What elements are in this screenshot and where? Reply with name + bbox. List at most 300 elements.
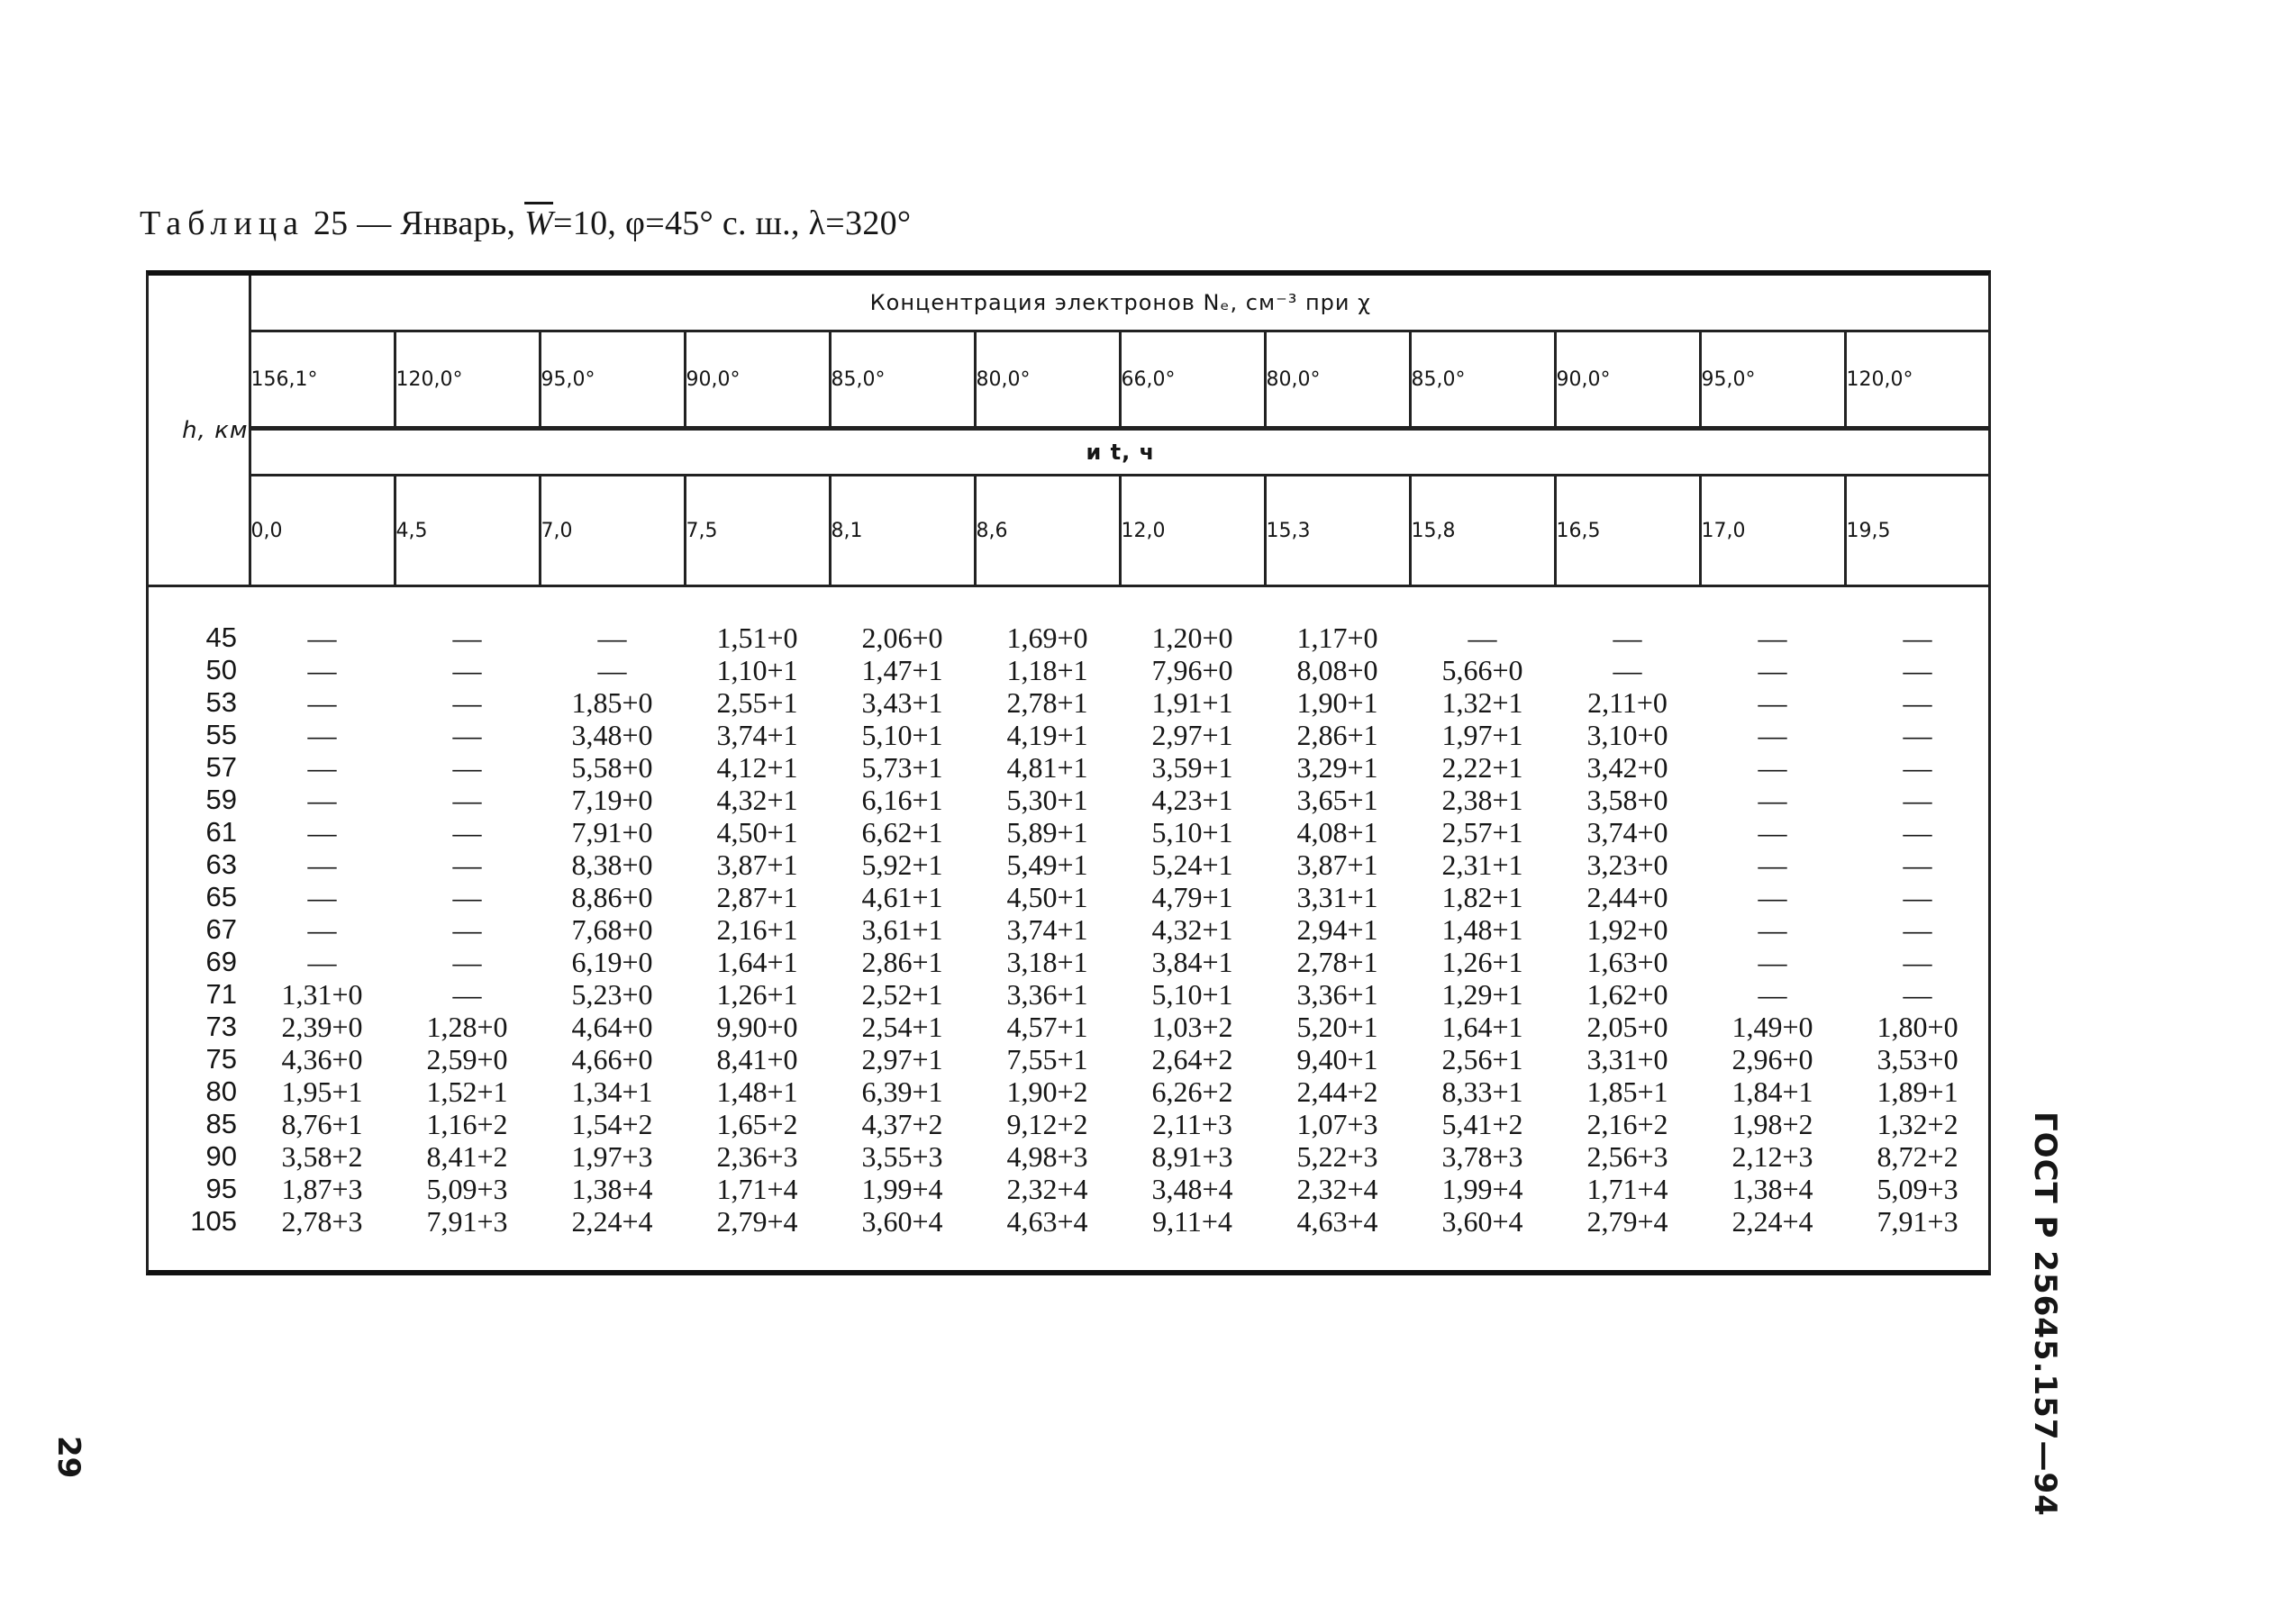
value-cell: 8,08+0	[1296, 654, 1378, 686]
value-cell: 5,30+1	[1006, 784, 1088, 816]
value-cell: 1,18+1	[1006, 654, 1088, 686]
value-cell: 2,36+3	[716, 1140, 798, 1173]
value-cell: 2,12+3	[1731, 1140, 1813, 1173]
value-cell: 1,90+2	[1006, 1075, 1088, 1108]
table-row	[149, 946, 1990, 978]
table-row	[149, 1140, 1990, 1173]
time-header-cell: 12,0	[1120, 476, 1265, 586]
value-cell: —	[597, 654, 627, 686]
value-cell: —	[1903, 881, 1932, 913]
height-cell: 63	[205, 848, 237, 880]
value-cell: 1,10+1	[716, 654, 798, 686]
value-cell: 1,48+1	[716, 1075, 798, 1108]
value-cell: 2,52+1	[861, 978, 943, 1011]
value-cell: 1,31+0	[281, 978, 363, 1011]
concentration-group-header: Концентрация электронов Nₑ, см⁻³ при χ	[250, 276, 1990, 331]
value-cell: 2,97+1	[861, 1043, 943, 1075]
value-cell: 3,55+3	[861, 1140, 943, 1173]
value-cell: 5,10+1	[1151, 816, 1233, 848]
value-cell: 3,84+1	[1151, 946, 1233, 978]
value-cell: 4,81+1	[1006, 751, 1088, 784]
table-row	[149, 913, 1990, 946]
value-cell: 1,65+2	[716, 1108, 798, 1140]
table-row	[149, 686, 1990, 719]
value-cell: 3,23+0	[1586, 848, 1668, 881]
value-cell: 3,74+1	[716, 719, 798, 751]
value-cell: —	[307, 848, 337, 881]
value-cell: 2,32+4	[1296, 1173, 1378, 1205]
value-cell: 4,12+1	[716, 751, 798, 784]
value-cell: 1,51+0	[716, 621, 798, 654]
height-cell: 45	[205, 621, 237, 653]
value-cell: 8,91+3	[1151, 1140, 1233, 1173]
time-header-cell: 19,5	[1845, 476, 1990, 586]
value-cell: 5,24+1	[1151, 848, 1233, 881]
value-cell: —	[1758, 751, 1787, 784]
value-cell: —	[452, 881, 482, 913]
table-row	[149, 1011, 1990, 1043]
value-cell: 1,97+1	[1441, 719, 1523, 751]
value-cell: 5,22+3	[1296, 1140, 1378, 1173]
value-cell: —	[307, 946, 337, 978]
chi-header-cell: 95,0°	[540, 331, 685, 429]
value-cell: —	[1758, 848, 1787, 881]
table-row	[149, 621, 1990, 654]
value-cell: 5,41+2	[1441, 1108, 1523, 1140]
value-cell: 2,11+3	[1152, 1108, 1232, 1140]
value-cell: —	[1758, 946, 1787, 978]
chi-header-cell: 80,0°	[1265, 331, 1410, 429]
value-cell: —	[1758, 978, 1787, 1011]
value-cell: 1,16+2	[426, 1108, 508, 1140]
value-cell: 8,41+0	[716, 1043, 798, 1075]
value-cell: 7,91+3	[1877, 1205, 1958, 1238]
value-cell: 5,92+1	[861, 848, 943, 881]
value-cell: 7,55+1	[1006, 1043, 1088, 1075]
value-cell: 1,47+1	[861, 654, 943, 686]
value-cell: 5,89+1	[1006, 816, 1088, 848]
time-header-cell: 4,5	[395, 476, 540, 586]
value-cell: 2,59+0	[426, 1043, 508, 1075]
value-cell: 1,29+1	[1441, 978, 1523, 1011]
height-cell: 53	[205, 686, 237, 718]
value-cell: 4,50+1	[716, 816, 798, 848]
value-cell: —	[307, 686, 337, 719]
value-cell: 2,31+1	[1441, 848, 1523, 881]
value-cell: 1,52+1	[426, 1075, 508, 1108]
height-cell: 105	[190, 1205, 237, 1237]
value-cell: 4,08+1	[1296, 816, 1378, 848]
value-cell: —	[307, 913, 337, 946]
value-cell: 3,58+0	[1586, 784, 1668, 816]
value-cell: —	[307, 654, 337, 686]
table-row	[149, 719, 1990, 751]
value-cell: 8,41+2	[426, 1140, 508, 1173]
chi-header-cell: 95,0°	[1700, 331, 1845, 429]
value-cell: 4,50+1	[1006, 881, 1088, 913]
value-cell: 1,92+0	[1586, 913, 1668, 946]
table-row	[149, 1075, 1990, 1108]
value-cell: 1,62+0	[1586, 978, 1668, 1011]
value-cell: 2,16+1	[716, 913, 798, 946]
value-cell: 3,53+0	[1877, 1043, 1958, 1075]
value-cell: 1,20+0	[1151, 621, 1233, 654]
value-cell: 1,26+1	[716, 978, 798, 1011]
value-cell: 4,61+1	[861, 881, 943, 913]
value-cell: 7,19+0	[571, 784, 653, 816]
value-cell: 7,91+0	[571, 816, 653, 848]
height-cell: 61	[205, 816, 237, 848]
value-cell: 7,68+0	[571, 913, 653, 946]
value-cell: 3,65+1	[1296, 784, 1378, 816]
value-cell: 5,49+1	[1006, 848, 1088, 881]
caption-conditions: =10, φ=45° с. ш., λ=320°	[553, 204, 912, 242]
value-cell: 3,36+1	[1006, 978, 1088, 1011]
value-cell: 2,11+0	[1587, 686, 1668, 719]
value-cell: 3,18+1	[1006, 946, 1088, 978]
value-cell: 7,91+3	[426, 1205, 508, 1238]
table-row	[149, 978, 1990, 1011]
value-cell: 3,60+4	[1441, 1205, 1523, 1238]
value-cell: 1,80+0	[1877, 1011, 1958, 1043]
value-cell: 2,56+3	[1586, 1140, 1668, 1173]
value-cell: 3,61+1	[861, 913, 943, 946]
value-cell: 1,54+2	[571, 1108, 653, 1140]
chi-header-cell: 120,0°	[395, 331, 540, 429]
value-cell: —	[1903, 978, 1932, 1011]
standard-code-label: ГОСТ Р 25645.157—94	[2027, 1111, 2063, 1517]
value-cell: 6,39+1	[861, 1075, 943, 1108]
caption-number: 25	[313, 204, 349, 242]
value-cell: 2,05+0	[1586, 1011, 1668, 1043]
table-row	[149, 1108, 1990, 1140]
value-cell: —	[452, 816, 482, 848]
chi-header-row	[149, 331, 1990, 429]
height-cell: 90	[205, 1140, 237, 1172]
height-column-header: h, км	[149, 276, 250, 586]
value-cell: 6,26+2	[1151, 1075, 1233, 1108]
value-cell: 3,74+1	[1006, 913, 1088, 946]
value-cell: —	[307, 719, 337, 751]
chi-header-cell: 120,0°	[1845, 331, 1990, 429]
height-cell: 50	[205, 654, 237, 685]
value-cell: 5,09+3	[426, 1173, 508, 1205]
value-cell: 2,64+2	[1151, 1043, 1233, 1075]
value-cell: 1,38+4	[571, 1173, 653, 1205]
value-cell: —	[307, 784, 337, 816]
value-cell: 1,85+0	[571, 686, 653, 719]
value-cell: 5,10+1	[861, 719, 943, 751]
table-row	[149, 784, 1990, 816]
value-cell: 1,64+1	[1441, 1011, 1523, 1043]
value-cell: —	[452, 978, 482, 1011]
value-cell: 1,85+1	[1586, 1075, 1668, 1108]
value-cell: —	[452, 751, 482, 784]
value-cell: 1,28+0	[426, 1011, 508, 1043]
value-cell: 8,72+2	[1877, 1140, 1958, 1173]
value-cell: 2,87+1	[716, 881, 798, 913]
value-cell: 4,64+0	[571, 1011, 653, 1043]
value-cell: 1,71+4	[716, 1173, 798, 1205]
value-cell: 3,58+2	[281, 1140, 363, 1173]
value-cell: 3,78+3	[1441, 1140, 1523, 1173]
value-cell: 6,19+0	[571, 946, 653, 978]
value-cell: 4,79+1	[1151, 881, 1233, 913]
value-cell: 9,90+0	[716, 1011, 798, 1043]
value-cell: 1,64+1	[716, 946, 798, 978]
time-group-header: и t, ч	[250, 429, 1990, 476]
value-cell: 2,56+1	[1441, 1043, 1523, 1075]
value-cell: 2,32+4	[1006, 1173, 1088, 1205]
table-row	[149, 654, 1990, 686]
value-cell: —	[1468, 621, 1497, 654]
table-body	[149, 621, 1990, 1238]
value-cell: 1,63+0	[1586, 946, 1668, 978]
value-cell: —	[1903, 816, 1932, 848]
value-cell: 1,97+3	[571, 1140, 653, 1173]
time-header-cell: 8,6	[975, 476, 1120, 586]
value-cell: 3,60+4	[861, 1205, 943, 1238]
value-cell: 3,87+1	[1296, 848, 1378, 881]
value-cell: —	[307, 816, 337, 848]
height-cell: 85	[205, 1108, 237, 1139]
value-cell: 1,71+4	[1586, 1173, 1668, 1205]
height-cell: 57	[205, 751, 237, 783]
value-cell: 3,59+1	[1151, 751, 1233, 784]
table-row	[149, 1205, 1990, 1238]
value-cell: 3,87+1	[716, 848, 798, 881]
value-cell: 2,44+0	[1586, 881, 1668, 913]
value-cell: 2,54+1	[861, 1011, 943, 1043]
height-cell: 69	[205, 946, 237, 977]
value-cell: —	[1758, 719, 1787, 751]
value-cell: —	[452, 654, 482, 686]
time-header-cell: 7,5	[685, 476, 830, 586]
value-cell: —	[452, 913, 482, 946]
caption-w-symbol: $\overline{W}$	[524, 204, 554, 242]
value-cell: 1,82+1	[1441, 881, 1523, 913]
value-cell: 4,57+1	[1006, 1011, 1088, 1043]
value-cell: 4,98+3	[1006, 1140, 1088, 1173]
value-cell: 1,49+0	[1731, 1011, 1813, 1043]
height-cell: 75	[205, 1043, 237, 1075]
value-cell: 2,97+1	[1151, 719, 1233, 751]
height-cell: 67	[205, 913, 237, 945]
time-header-cell: 8,1	[830, 476, 975, 586]
value-cell: —	[452, 719, 482, 751]
time-header-cell: 17,0	[1700, 476, 1845, 586]
value-cell: —	[1903, 654, 1932, 686]
chi-header-cell: 66,0°	[1120, 331, 1265, 429]
value-cell: 2,55+1	[716, 686, 798, 719]
value-cell: 8,86+0	[571, 881, 653, 913]
value-cell: 4,66+0	[571, 1043, 653, 1075]
value-cell: —	[597, 621, 627, 654]
value-cell: 2,79+4	[716, 1205, 798, 1238]
value-cell: 4,32+1	[716, 784, 798, 816]
value-cell: —	[1613, 621, 1642, 654]
time-header-cell: 15,8	[1410, 476, 1555, 586]
table-row	[149, 751, 1990, 784]
value-cell: 3,48+0	[571, 719, 653, 751]
value-cell: —	[452, 946, 482, 978]
value-cell: 1,32+2	[1877, 1108, 1958, 1140]
value-cell: —	[307, 751, 337, 784]
value-cell: —	[1758, 816, 1787, 848]
value-cell: 5,23+0	[571, 978, 653, 1011]
value-cell: —	[1903, 621, 1932, 654]
value-cell: 2,79+4	[1586, 1205, 1668, 1238]
time-header-cell: 16,5	[1555, 476, 1700, 586]
value-cell: —	[1903, 719, 1932, 751]
value-cell: 1,32+1	[1441, 686, 1523, 719]
value-cell: 8,76+1	[281, 1108, 363, 1140]
value-cell: —	[1758, 654, 1787, 686]
value-cell: —	[452, 621, 482, 654]
chi-header-cell: 90,0°	[1555, 331, 1700, 429]
value-cell: 4,23+1	[1151, 784, 1233, 816]
value-cell: 3,42+0	[1586, 751, 1668, 784]
value-cell: 2,44+2	[1296, 1075, 1378, 1108]
value-cell: 1,91+1	[1151, 686, 1233, 719]
height-cell: 59	[205, 784, 237, 815]
value-cell: 3,10+0	[1586, 719, 1668, 751]
height-cell: 95	[205, 1173, 237, 1204]
chi-header-cell: 156,1°	[250, 331, 395, 429]
time-header-row	[149, 476, 1990, 586]
value-cell: 7,96+0	[1151, 654, 1233, 686]
chi-header-cell: 80,0°	[975, 331, 1120, 429]
value-cell: —	[1903, 913, 1932, 946]
time-header-cell: 7,0	[540, 476, 685, 586]
value-cell: 1,07+3	[1296, 1108, 1378, 1140]
value-cell: 4,32+1	[1151, 913, 1233, 946]
value-cell: 4,63+4	[1006, 1205, 1088, 1238]
value-cell: 2,38+1	[1441, 784, 1523, 816]
value-cell: 2,94+1	[1296, 913, 1378, 946]
value-cell: 1,90+1	[1296, 686, 1378, 719]
value-cell: 2,78+3	[281, 1205, 363, 1238]
page-number: 29	[50, 1436, 86, 1479]
value-cell: 5,20+1	[1296, 1011, 1378, 1043]
value-cell: 8,33+1	[1441, 1075, 1523, 1108]
value-cell: —	[1758, 621, 1787, 654]
value-cell: 5,09+3	[1877, 1173, 1958, 1205]
value-cell: 5,73+1	[861, 751, 943, 784]
value-cell: 2,24+4	[1731, 1205, 1813, 1238]
value-cell: 1,03+2	[1151, 1011, 1233, 1043]
value-cell: 4,37+2	[861, 1108, 943, 1140]
value-cell: 2,96+0	[1731, 1043, 1813, 1075]
value-cell: —	[1903, 784, 1932, 816]
caption-month: — Январь,	[348, 204, 525, 242]
height-cell: 65	[205, 881, 237, 912]
value-cell: 3,36+1	[1296, 978, 1378, 1011]
value-cell: —	[1903, 848, 1932, 881]
chi-header-cell: 85,0°	[1410, 331, 1555, 429]
height-cell: 71	[205, 978, 237, 1010]
value-cell: 2,24+4	[571, 1205, 653, 1238]
table-row	[149, 848, 1990, 881]
value-cell: —	[1758, 784, 1787, 816]
table-row	[149, 881, 1990, 913]
value-cell: 1,98+2	[1731, 1108, 1813, 1140]
value-cell: —	[1903, 751, 1932, 784]
time-header-cell: 15,3	[1265, 476, 1410, 586]
value-cell: —	[307, 881, 337, 913]
value-cell: 5,10+1	[1151, 978, 1233, 1011]
value-cell: 2,78+1	[1296, 946, 1378, 978]
value-cell: —	[452, 848, 482, 881]
electron-density-table	[149, 276, 1990, 1238]
value-cell: 2,16+2	[1586, 1108, 1668, 1140]
value-cell: 2,39+0	[281, 1011, 363, 1043]
caption-prefix: Таблица	[140, 204, 305, 242]
value-cell: 1,95+1	[281, 1075, 363, 1108]
value-cell: 1,38+4	[1731, 1173, 1813, 1205]
value-cell: —	[1613, 654, 1642, 686]
value-cell: 1,99+4	[861, 1173, 943, 1205]
value-cell: 4,36+0	[281, 1043, 363, 1075]
table-caption	[140, 204, 911, 243]
value-cell: 3,29+1	[1296, 751, 1378, 784]
value-cell: 2,22+1	[1441, 751, 1523, 784]
value-cell: —	[1903, 686, 1932, 719]
value-cell: —	[307, 621, 337, 654]
value-cell: 2,86+1	[1296, 719, 1378, 751]
table-row	[149, 816, 1990, 848]
value-cell: 3,31+0	[1586, 1043, 1668, 1075]
value-cell: 8,38+0	[571, 848, 653, 881]
value-cell: 2,86+1	[861, 946, 943, 978]
value-cell: 1,89+1	[1877, 1075, 1958, 1108]
value-cell: 1,26+1	[1441, 946, 1523, 978]
value-cell: 1,48+1	[1441, 913, 1523, 946]
value-cell: 6,16+1	[861, 784, 943, 816]
value-cell: —	[452, 784, 482, 816]
value-cell: 5,66+0	[1441, 654, 1523, 686]
value-cell: 9,11+4	[1152, 1205, 1232, 1238]
value-cell: 1,69+0	[1006, 621, 1088, 654]
value-cell: —	[1758, 913, 1787, 946]
value-cell: 3,43+1	[861, 686, 943, 719]
value-cell: —	[1758, 881, 1787, 913]
value-cell: 9,12+2	[1006, 1108, 1088, 1140]
value-cell: 2,78+1	[1006, 686, 1088, 719]
value-cell: 1,84+1	[1731, 1075, 1813, 1108]
value-cell: 6,62+1	[861, 816, 943, 848]
value-cell: 9,40+1	[1296, 1043, 1378, 1075]
value-cell: —	[1758, 686, 1787, 719]
value-cell: 1,87+3	[281, 1173, 363, 1205]
value-cell: 1,99+4	[1441, 1173, 1523, 1205]
table-row	[149, 1173, 1990, 1205]
chi-header-cell: 90,0°	[685, 331, 830, 429]
table-frame	[146, 270, 1991, 1275]
height-cell: 55	[205, 719, 237, 750]
value-cell: 4,19+1	[1006, 719, 1088, 751]
value-cell: 5,58+0	[571, 751, 653, 784]
value-cell: 3,48+4	[1151, 1173, 1233, 1205]
value-cell: 2,06+0	[861, 621, 943, 654]
chi-header-cell: 85,0°	[830, 331, 975, 429]
value-cell: 1,17+0	[1296, 621, 1378, 654]
value-cell: 2,57+1	[1441, 816, 1523, 848]
value-cell: —	[1903, 946, 1932, 978]
value-cell: 3,31+1	[1296, 881, 1378, 913]
value-cell: 3,74+0	[1586, 816, 1668, 848]
table-row	[149, 1043, 1990, 1075]
